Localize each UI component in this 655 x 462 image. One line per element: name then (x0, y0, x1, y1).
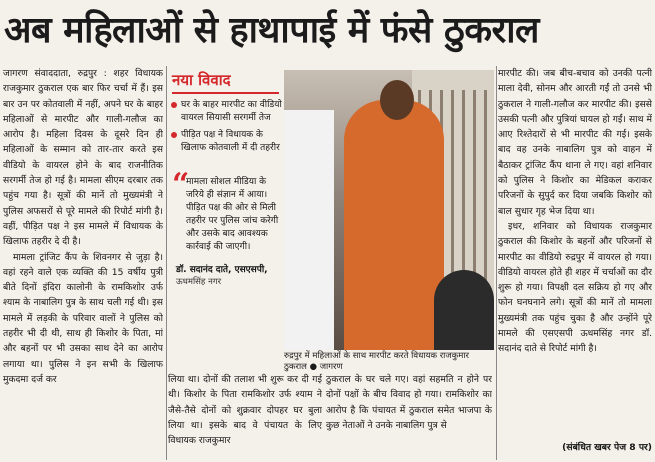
article-column-1 (3, 66, 163, 460)
article-column-4 (498, 66, 652, 460)
sidebar-item-text: पीड़ित पक्ष ने विधायक के खिलाफ कोतवाली में दी तहरीर (181, 130, 280, 153)
headline: अब महिलाओं से हाथापाई में फंसे ठुकराल (4, 10, 539, 51)
article-paragraph: लिया था। दोनों की तलाश भी शुरू कर दी गई थी। किशोर के पिता रामकिशोर उर्फ श्याम ने जैसे-तैसे दोनों को शुक्रवार दोपहर घर बुला लिया था। इसके बाद वे पंचायत के लिए विधायक राजकुमार (168, 374, 322, 447)
sidebar-item (168, 99, 283, 124)
article-paragraph: इधर, शनिवार को विधायक राजकुमार ठुकराल की किशोर के बहनों और परिजनों से मारपीट का वीडियो रुद्रपुर में वायरल हो गया। वीडियो वायरल होते ही शहर में चर्चाओं का दौर शुरू हो गया। विपक्षी दल सक्रिय हो गए और फोन घनघनाने लगे। सूत्रों की मानें तो मामला मुख्यमंत्री तक पहुंच चुका है और उन्होंने पूरे मामले की एसएसपी ऊधमसिंह नगर डॉ. सदानंद दाते से रिपोर्ट मांगी है। (498, 220, 652, 355)
article-column-bottom-2 (326, 372, 492, 462)
article-column-bottom-1 (168, 372, 322, 462)
sidebar-item-text: घर के बाहर मारपीट का वीडियो वायरल सियासी सरगर्मी तेज (181, 100, 282, 123)
news-photo (284, 70, 494, 350)
photo-source: ● जागरण (309, 361, 343, 372)
photo-person-shape (344, 100, 444, 350)
quote-byline-role: ऊधमसिंह नगर (176, 277, 222, 287)
sidebar-title-rule (172, 92, 279, 94)
article-paragraph: मारपीट की। जब बीच-बचाव को उनकी पत्नी माला देवी, सोनम और आरती गईं तो उनसे भी ठुकराल ने गाली-गलौज कर मारपीट की। इससे उसकी पत्नी और पुत्रियां घायल हो गईं। साथ में आए रिश्तेदारों से भी मारपीट की गई। इसके बाद वह उनके नाबालिग पुत्र को वाहन में बैठाकर ट्रांजिट कैंप थाना ले गए। वहां शनिवार को पुलिस ने किशोर का मेडिकल कराकर परिजनों के सुपुर्द कर दिया जबकि किशोर को बाल सुधार गृह भेज दिया था। (498, 68, 652, 217)
bullet-icon (171, 132, 177, 138)
photo-person-shape (284, 110, 334, 350)
column-divider (166, 66, 167, 460)
article-paragraph: मामला ट्रांजिट कैंप के शिवनगर से जुड़ा है। वहां रहने वाले एक व्यक्ति की 15 वर्षीय पुत्री बीते दिनों इंदिरा कालोनी के रामकिशोर उर्फ श्याम के नाबालिग पुत्र के साथ चली गई थी। इस मामले में लड़की के परिवार वालों ने पुलिस को तहरीर भी दी थी, साथ ही किशोर के पिता, मां और बहनों पर भी उसका साथ देने का आरोप लगाया था। पुलिस ने इन सभी के खिलाफ मुकदमा दर्ज कर (3, 251, 163, 385)
quote-byline-name: डॉ. सदानंद दाते, एसएसपी, (176, 265, 268, 275)
column-divider (496, 66, 497, 460)
photo-person-head-shape (380, 80, 414, 120)
bullet-icon (171, 102, 177, 108)
photo-caption (284, 351, 494, 371)
pull-quote-text: मामला सोशल मीडिया के जरिये ही संज्ञान में आया। पीड़ित पक्ष की ओर से मिली तहरीर पर पुलिस जांच करेगी और उसके बाद आवश्यक कार्रवाई की जाएगी। (186, 177, 279, 252)
sidebar-title: नया विवाद (172, 71, 231, 89)
photo-person-shape (434, 270, 494, 350)
article-paragraph: ठुकराल के घर चले गए। वहां सहमति न होने पर दोनों पक्षों के बीच विवाद हो गया। रामकिशोर का आरोप है कि पंचायत में ठुकराल समेत भाजपा के कुछ नेताओं ने उनके नाबालिग पुत्र से (326, 374, 492, 431)
sidebar-item (168, 129, 283, 154)
photo-caption-text: रुद्रपुर में महिलाओं के साथ मारपीट करते विधायक राजकुमार ठुकराल (284, 351, 469, 372)
article-paragraph: जागरण संवाददाता, रुद्रपुर : शहर विधायक राजकुमार ठुकराल एक बार फिर चर्चा में हैं। इस बार उन पर कोतवाली में नहीं, अपने घर के बाहर महिलाओं से मारपीट और गाली-गलौज का आरोप है। महिला दिवस के दूसरे दिन ही महिलाओं के सम्मान को तार-तार करते इस वीडियो के वायरल होने के बाद राजनीतिक सरगर्मी तेज हो गई है। मामला सीएम दरबार तक पहुंच गया है। सूत्रों की मानें तो मुख्यमंत्री ने पुलिस अफसरों से पूरे मामले की रिपोर्ट मांगी है। वहीं, पीड़ित पक्ष ने इस मामले में विधायक के खिलाफ तहरीर दे दी है। (3, 68, 163, 248)
sidebar-box (168, 70, 283, 370)
quote-mark-icon: “ (172, 167, 190, 202)
pull-quote (168, 167, 283, 288)
related-news-note: (संबंधित खबर पेज 8 पर) (562, 442, 652, 453)
